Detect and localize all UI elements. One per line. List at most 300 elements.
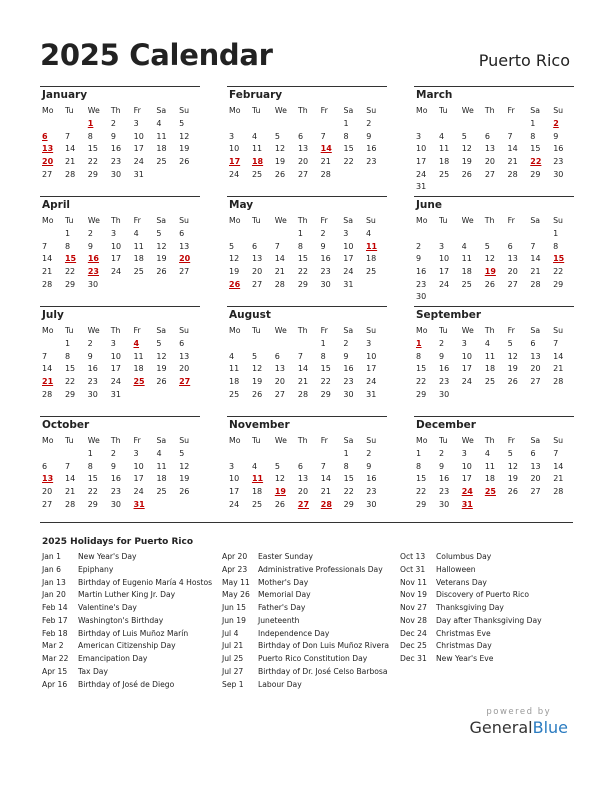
day-cell [296,447,319,460]
day-cell: 12 [507,461,518,471]
holiday-name: Christmas Eve [436,628,491,638]
holiday-name: Columbus Day [436,552,492,561]
day-cell: 14 [42,364,53,374]
day-cell: 13 [179,241,190,251]
day-cell: 28 [42,279,53,289]
day-cell: 27 [484,169,496,179]
month-september [414,306,574,400]
day-cell: 2 [87,228,93,238]
day-cell [177,278,200,291]
day-cell: 6 [274,351,280,361]
weekday-header: Tu [64,326,74,335]
weekday-header: Fr [507,216,515,225]
day-cell [483,117,506,130]
day-cell: 18 [133,254,144,264]
day-cell: 2 [87,338,93,348]
day-cell: 10 [438,254,450,264]
weekday-header: Tu [251,106,261,115]
day-cell [437,290,460,303]
day-cell: 24 [461,376,472,386]
day-cell: 3 [229,461,235,471]
day-cell: 16 [87,364,98,374]
day-cell: 23 [110,156,122,166]
day-cell: 8 [416,351,422,361]
weekday-header: We [87,106,100,115]
day-cell: 4 [461,241,467,251]
holiday-row [42,565,212,578]
holiday-row [222,654,389,667]
day-cell: 9 [320,241,326,251]
weekday-header: Sa [530,106,540,115]
holiday-row [400,603,542,616]
day-cell: 3 [229,131,235,141]
day-cell [364,278,387,291]
day-cell [154,498,177,511]
weekday-header: Sa [343,106,354,115]
day-cell: 16 [320,254,331,264]
holiday-name: Independence Day [258,628,330,638]
holiday-row [42,552,212,565]
weekday-header: Fr [507,326,515,335]
day-cell [483,180,506,193]
day-cell: 5 [274,461,280,471]
holiday-name: Valentine's Day [78,603,137,612]
day-cell: 9 [110,461,116,471]
weekday-header: Su [553,326,564,335]
day-cell: 20 [179,254,191,264]
month-march [414,86,574,193]
day-cell: 16 [416,266,427,276]
weekday-header: Sa [156,326,167,335]
day-cell [40,227,63,240]
day-cell: 21 [320,156,331,166]
holiday-name: Emancipation Day [78,654,148,663]
day-cell [154,168,177,181]
day-cell: 20 [507,266,518,276]
weekday-header: We [461,436,474,445]
day-cell: 24 [343,266,354,276]
day-cell: 8 [416,461,422,471]
weekday-header: Fr [133,216,141,225]
holiday-name: Thanksgiving Day [436,603,504,612]
holiday-date: May 11 [222,577,250,587]
holiday-row [42,616,212,629]
holiday-row [400,552,542,565]
weekday-header: Mo [229,216,241,225]
day-cell: 11 [484,461,496,471]
day-cell: 15 [64,364,76,374]
day-cell [40,447,63,460]
day-cell: 19 [274,486,286,496]
day-cell: 16 [553,144,564,154]
day-cell: 16 [366,144,377,154]
day-cell: 29 [553,279,564,289]
day-cell: 12 [461,144,472,154]
holiday-name: Day after Thanksgiving Day [436,615,542,625]
day-cell: 25 [484,486,496,496]
day-cell: 8 [87,461,93,471]
holiday-name: New Year's Eve [436,654,494,663]
day-cell: 5 [156,338,162,348]
day-cell: 4 [133,338,140,348]
day-cell: 7 [42,241,48,251]
day-cell: 14 [42,254,53,264]
day-cell [551,388,574,401]
day-cell: 29 [87,499,98,509]
holiday-name: Easter Sunday [258,552,314,561]
day-cell: 1 [416,448,422,458]
day-cell: 30 [416,292,427,302]
weekday-header: Fr [507,436,515,445]
month-october [40,416,200,510]
day-cell: 26 [484,279,495,289]
day-cell [40,117,63,130]
day-cell: 3 [133,118,139,128]
day-cell: 6 [530,448,536,458]
day-cell: 14 [320,474,331,484]
day-cell: 6 [42,461,48,471]
day-cell [63,447,86,460]
holiday-name: Birthday of José de Diego [78,679,175,689]
day-cell: 16 [87,254,99,264]
day-cell: 23 [110,486,122,496]
day-cell: 13 [484,144,496,154]
weekday-header: Su [366,106,377,115]
day-cell: 19 [507,474,518,484]
day-cell: 3 [133,448,139,458]
day-cell: 14 [65,144,76,154]
weekday-header: Sa [156,436,167,445]
day-cell: 23 [87,266,99,276]
day-cell: 24 [110,376,121,386]
month-name: February [227,86,387,104]
day-cell: 21 [553,474,564,484]
day-cell: 1 [343,448,349,458]
weekday-header: Sa [530,436,541,445]
day-cell: 30 [110,499,122,509]
holiday-date: Jul 21 [222,641,244,651]
day-cell: 14 [320,144,332,154]
day-cell: 14 [530,254,541,264]
day-cell [460,117,483,130]
day-cell: 29 [343,499,354,509]
day-cell: 1 [530,118,536,128]
holiday-name: Veterans Day [436,577,487,587]
day-cell: 14 [507,144,518,154]
day-cell: 5 [252,351,258,361]
weekday-header: We [274,436,287,445]
weekday-header: Su [179,326,189,335]
day-cell: 11 [133,351,144,361]
day-cell [154,388,177,401]
day-cell: 13 [507,254,518,264]
weekday-header: Th [297,436,308,445]
day-cell: 21 [65,486,76,496]
day-cell [483,290,506,303]
day-cell: 9 [366,131,372,141]
weekday-header: Th [297,106,308,115]
day-cell: 1 [416,338,422,348]
weekday-header: We [274,326,287,335]
day-cell: 26 [229,279,241,289]
day-cell: 23 [366,156,377,166]
holiday-name: Tax Day [78,666,108,676]
day-cell: 16 [366,474,377,484]
day-cell: 6 [252,241,258,251]
day-cell: 15 [87,144,98,154]
holiday-date: Nov 11 [400,577,427,587]
holiday-date: Apr 23 [222,564,248,574]
weekday-header: Th [297,326,308,335]
holiday-name: Birthday of Eugenio María 4 Hostos [78,577,213,587]
day-cell: 13 [274,364,285,374]
day-cell: 12 [274,144,286,154]
day-cell: 18 [251,486,263,496]
weekday-header: Su [553,436,564,445]
day-cell [437,117,460,130]
weekday-header: Th [484,326,495,335]
holiday-row [42,654,212,667]
day-cell: 27 [179,376,191,386]
weekday-header: Tu [64,216,74,225]
day-cell: 3 [366,338,372,348]
day-cell: 17 [110,254,122,264]
day-cell: 1 [64,338,71,348]
day-cell [460,388,483,401]
day-cell: 17 [343,254,354,264]
holiday-date: Feb 18 [42,628,68,638]
day-cell: 30 [110,169,122,179]
day-cell: 13 [179,351,190,361]
day-cell: 21 [274,266,285,276]
holiday-row [400,654,542,667]
day-cell [506,117,529,130]
weekday-header: Th [110,326,121,335]
day-cell: 24 [416,169,427,179]
day-cell: 14 [553,351,564,361]
day-cell: 11 [365,241,378,251]
day-cell: 12 [156,351,167,361]
weekday-header: Sa [530,326,541,335]
day-cell: 17 [366,364,377,374]
day-cell [364,168,387,181]
day-cell: 17 [438,266,450,276]
day-cell: 5 [274,131,280,141]
day-cell: 13 [297,144,309,154]
weekday-header: Mo [42,436,54,445]
weekday-header: Mo [416,326,428,335]
day-cell: 13 [252,254,263,264]
day-cell: 9 [366,461,372,471]
day-cell: 1 [553,228,559,238]
weekday-header: Mo [229,436,241,445]
day-cell: 14 [274,254,285,264]
day-cell: 7 [320,461,326,471]
holiday-row [222,578,389,591]
day-cell: 26 [156,376,167,386]
weekday-header: Th [484,436,495,445]
month-name: November [227,416,387,434]
day-cell: 23 [439,486,450,496]
day-cell: 15 [343,474,354,484]
holiday-date: May 26 [222,590,250,600]
weekday-header: Su [553,216,563,225]
day-cell: 19 [229,266,240,276]
holiday-name: Washington's Birthday [78,615,164,625]
day-cell: 19 [252,376,263,386]
day-cell: 8 [64,351,71,361]
day-cell: 11 [484,351,496,361]
weekday-header: Mo [42,216,54,225]
day-cell: 24 [461,486,473,496]
day-cell: 7 [553,338,559,348]
month-june [414,196,574,303]
holiday-name: Puerto Rico Constitution Day [258,654,368,663]
day-cell [460,180,483,193]
holiday-date: Jun 19 [222,615,246,625]
day-cell: 8 [343,131,349,141]
day-cell: 22 [320,376,331,386]
day-cell: 14 [65,474,76,484]
holiday-row [42,578,212,591]
day-cell: 10 [133,461,144,471]
day-cell: 22 [416,376,427,386]
day-cell: 30 [87,389,98,399]
holiday-name: Epiphany [78,564,114,574]
weekday-header: Mo [42,326,54,335]
day-cell: 25 [251,169,263,179]
country-name: Puerto Rico [478,51,570,70]
day-cell: 28 [42,389,53,399]
day-cell: 18 [461,266,472,276]
day-cell: 10 [366,351,377,361]
holiday-name: Father's Day [258,603,306,612]
weekday-header: We [461,106,474,115]
day-cell [506,388,529,401]
weekday-header: Su [179,436,190,445]
day-cell [250,337,273,350]
day-cell: 17 [133,144,144,154]
day-cell: 27 [530,376,541,386]
day-cell [483,498,506,511]
day-cell: 7 [42,351,48,361]
day-cell: 2 [439,338,445,348]
day-cell: 9 [343,351,349,361]
day-cell: 26 [179,156,190,166]
holiday-date: Jan 6 [42,564,61,574]
day-cell: 1 [87,448,93,458]
day-cell: 3 [343,228,349,238]
day-cell: 3 [461,338,467,348]
day-cell: 9 [439,351,445,361]
day-cell: 30 [553,169,564,179]
weekday-header: Th [484,106,495,115]
day-cell: 9 [439,461,445,471]
weekday-header: Tu [252,326,261,335]
day-cell: 11 [156,131,167,141]
day-cell [40,337,63,350]
day-cell: 20 [252,266,263,276]
holiday-row [222,667,389,680]
day-cell [273,117,296,130]
day-cell: 9 [110,131,117,141]
day-cell: 26 [274,499,285,509]
day-cell: 24 [366,376,377,386]
day-cell: 7 [530,241,536,251]
day-cell: 17 [133,474,144,484]
day-cell: 10 [229,474,240,484]
weekday-header: We [461,216,474,225]
day-cell: 30 [439,499,450,509]
day-cell: 16 [110,144,122,154]
weekday-header: Fr [320,436,328,445]
day-cell [528,388,551,401]
day-cell: 1 [320,338,326,348]
day-cell: 26 [507,486,518,496]
day-cell: 2 [110,118,117,128]
day-cell [273,227,296,240]
day-cell: 18 [484,364,496,374]
day-cell: 26 [274,169,286,179]
weekday-header: Th [484,216,495,225]
day-cell: 25 [156,156,167,166]
day-cell: 4 [365,228,372,238]
day-cell: 23 [439,376,450,386]
holiday-row [222,590,389,603]
holiday-row [42,603,212,616]
weekday-header: Fr [133,436,141,445]
day-cell: 31 [110,389,121,399]
day-cell: 7 [320,131,326,141]
day-cell: 4 [439,131,445,141]
holiday-name: Labour Day [258,679,302,689]
day-cell: 25 [133,376,145,386]
holiday-date: Nov 28 [400,615,427,625]
day-cell: 10 [229,144,240,154]
day-cell [506,180,529,193]
day-cell: 22 [64,266,76,276]
day-cell: 25 [439,169,450,179]
weekday-header: Tu [252,216,261,225]
day-cell: 27 [179,266,190,276]
month-july [40,306,200,400]
day-cell: 7 [65,131,71,141]
day-cell: 7 [553,448,559,458]
weekday-header: We [87,436,100,445]
day-cell: 6 [179,228,185,238]
day-cell: 18 [156,474,167,484]
weekday-header: Mo [416,216,428,225]
holiday-name: Mother's Day [258,577,309,587]
day-cell [483,227,506,240]
holiday-name: Juneteenth [258,615,300,625]
day-cell: 12 [252,364,263,374]
holiday-row [400,565,542,578]
holiday-date: Dec 31 [400,654,427,663]
day-cell: 30 [366,499,377,509]
weekday-header: We [274,216,287,225]
day-cell: 12 [179,461,190,471]
day-cell: 10 [461,351,472,361]
day-cell [63,117,86,130]
day-cell: 23 [320,266,331,276]
day-cell: 2 [439,448,445,458]
holiday-date: Jun 15 [222,603,246,612]
day-cell [319,447,342,460]
weekday-header: Fr [320,106,328,115]
holiday-row [42,641,212,654]
month-name: June [414,196,574,214]
